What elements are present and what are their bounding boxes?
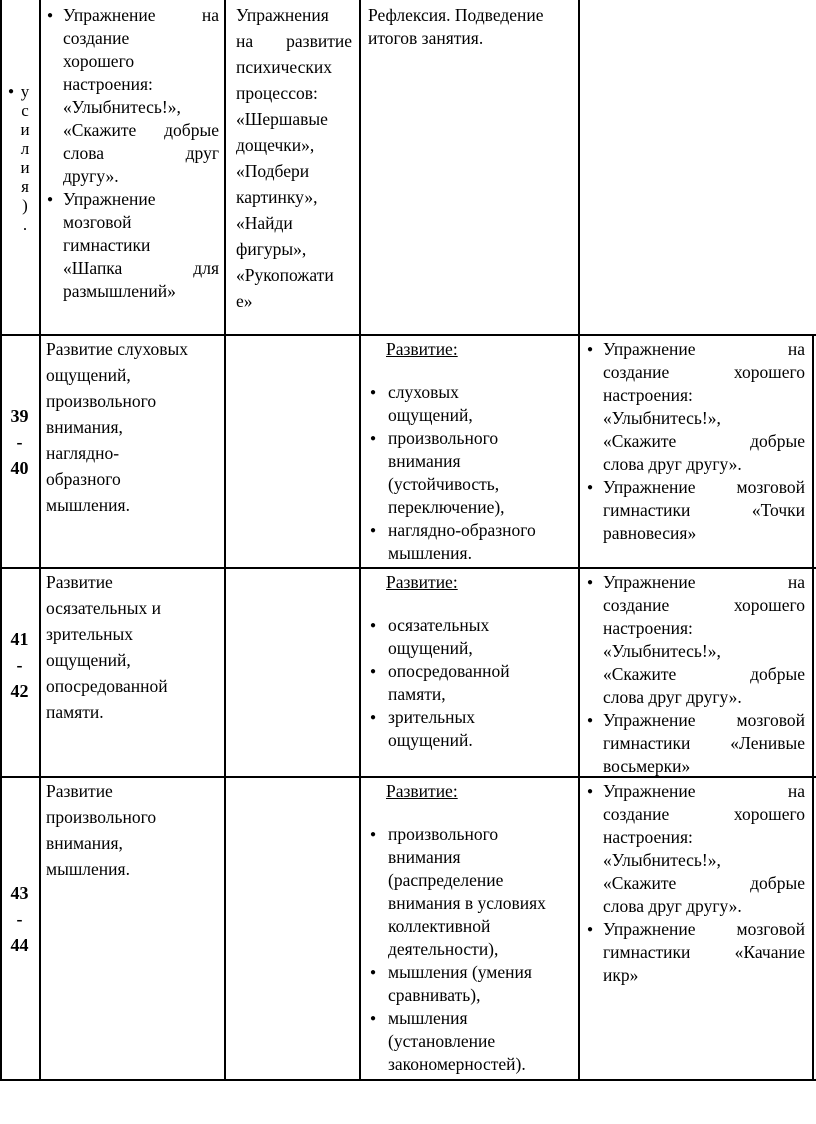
list-item: ● мышления (установление закономерностей). — [366, 1007, 574, 1076]
list-item: ● осязательных ощущений, — [366, 614, 574, 660]
list-item: ● Упражнение мозговой гимнастики «Ленивые восьмерки» — [587, 709, 805, 778]
table-row — [0, 0, 816, 335]
list-item: ● мышления (умения сравнивать), — [366, 961, 574, 1007]
list-item: ● Упражнение мозговой гимнастики «Шапка для размышлений» — [47, 188, 219, 303]
lesson-topic: Развитие произвольного внимания, мышления. — [46, 781, 157, 879]
list-item: ● Упражнение на создание хорошего настроения: «Улыбнитесь!», «Скажите добрые слова друг другу». — [47, 4, 219, 188]
reflection-cell: Рефлексия. Подведение итогов занятия. — [368, 5, 544, 48]
list-item: ● Упражнение мозговой гимнастики «Точки равновесия» — [587, 476, 805, 545]
vertical-text: у с и л и я ) . — [20, 82, 30, 234]
list-item: ● Упражнение на создание хорошего настроения: «Улыбнитесь!», «Скажите добрые слова друг другу». — [587, 780, 805, 918]
development-goals — [366, 780, 574, 1076]
development-goals — [366, 338, 574, 565]
list-item: ● слуховых ощущений, — [366, 381, 574, 427]
psych-exercises-cell: Упражнения на развитие психических процессов: «Шершавые дощечки», «Подбери картинку», «Найди фигуры», «Рукопожати е» — [236, 5, 352, 311]
lesson-topic: Развитие слуховых ощущений, произвольного внимания, наглядно- образного мышления. — [46, 339, 189, 515]
exercises-cell — [47, 4, 219, 303]
list-item: ● произвольного внимания (распределение внимания в условиях коллективной деятельности), — [366, 823, 574, 961]
list-item: ● произвольного внимания (устойчивость, переключение), — [366, 427, 574, 519]
exercises-cell — [587, 571, 805, 778]
development-heading: Развитие: — [386, 339, 458, 359]
table-row — [0, 335, 816, 567]
exercises-cell — [587, 780, 805, 987]
exercises-cell — [587, 338, 805, 545]
lesson-number: 39 - 40 — [10, 406, 29, 478]
lesson-number: 43 - 44 — [10, 883, 29, 955]
table-row — [0, 568, 816, 776]
list-item: ● наглядно-образного мышления. — [366, 519, 574, 565]
list-item: ● Упражнение на создание хорошего настроения: «Улыбнитесь!», «Скажите добрые слова друг другу». — [587, 338, 805, 476]
table-border-bottom — [0, 1079, 816, 1081]
bullet-icon: ● — [8, 86, 15, 97]
list-item: ● опосредованной памяти, — [366, 660, 574, 706]
lesson-number: 41 - 42 — [10, 629, 29, 701]
list-item: ● зрительных ощущений. — [366, 706, 574, 752]
development-heading: Развитие: — [386, 781, 458, 801]
table-row — [0, 777, 816, 1079]
development-heading: Развитие: — [386, 572, 458, 592]
row-number-cell — [8, 82, 34, 234]
list-item: ● Упражнение мозговой гимнастики «Качание икр» — [587, 918, 805, 987]
lesson-topic: Развитие осязательных и зрительных ощущений, опосредованной памяти. — [46, 572, 168, 722]
development-goals — [366, 571, 574, 752]
list-item: ● Упражнение на создание хорошего настроения: «Улыбнитесь!», «Скажите добрые слова друг другу». — [587, 571, 805, 709]
